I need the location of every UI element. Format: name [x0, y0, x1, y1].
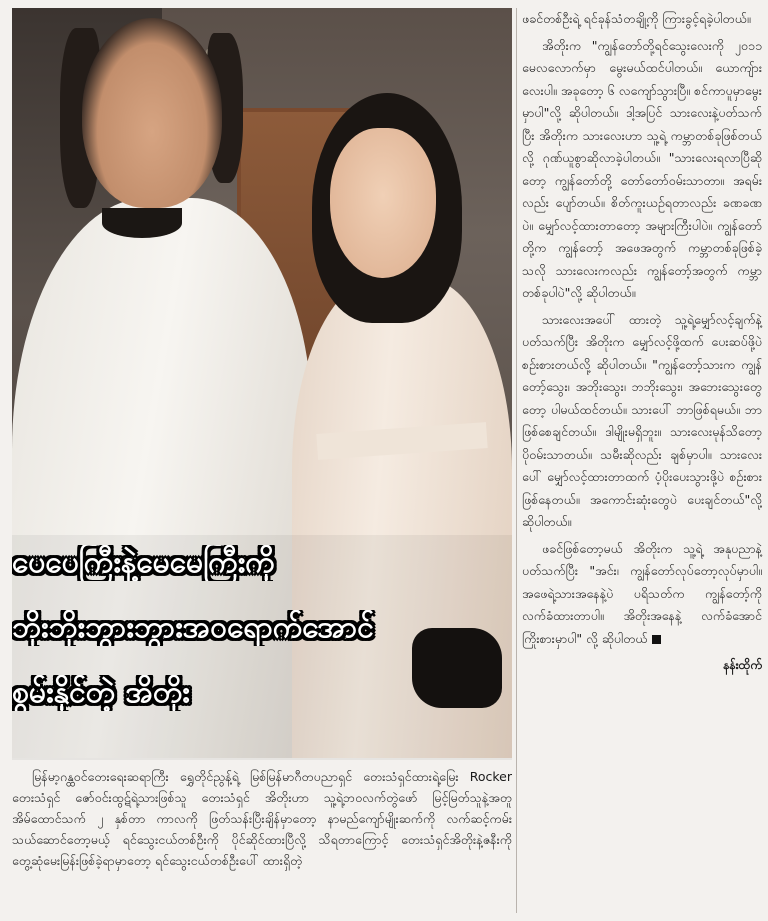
headline-line-2: ဘိုးဘိုးဘွားဘွားအဝရောက်အောင် — [12, 610, 374, 645]
column-divider — [516, 8, 517, 913]
paragraph: ဖခင်တစ်ဦးရဲ့ ရင်ခုန်သံတချို့ကို ကြားခွင့်ရခဲ့ပါတယ်။ — [522, 11, 751, 26]
intro-paragraph: မြန်မာ့ဂန္ထဝင်တေးရေးဆရာကြီး ရွှေတိုင်ညွန့်ရဲ့ မြစ်မြန်မာဂီတပညာရှင် တေးသံရှင်ထားရဲ့မြေး Rocker တေးသံရှင် ဇော်ဝင်းထွဋ်ရဲ့သားဖြစ်သူ တေးသံရှင် အိတိုးဟာ သူ့ရဲ့ဘဝလက်တွဲဖော် မြင့်မြတ်သူနဲ့အတူ အိမ်ထောင်သက် ၂ နှစ်တာ ကာလကို ဖြတ်သန်းပြီးချိန်မှာတော့ နာမည်ကျော်မျိုးဆက်ကို လက်ဆင့်ကမ်း သယ်ဆောင်တော့မယ့် ရင်သွေးငယ်တစ်ဦးကို ပိုင်ဆိုင်ထားပြီလို့ သိရတာကြောင့် တေးသံရှင်အိတိုးနဲ့ဇနီးကို တွေ့ဆုံမေးမြန်းဖြစ်ခဲ့ရာမှာတော့ ရင်သွေးငယ်တစ်ဦးပေါ် ထားရှိတဲ့ — [12, 769, 512, 868]
paragraph: သားလေးအပေါ် ထားတဲ့ သူ့ရဲ့မျှော်လင့်ချက်နဲ့ပတ်သက်ပြီး အိတိုးက မျှော်လင့်ဖို့ထက် ပေးဆပ်ဖို့ပဲ စဉ်းစားတယ်လို့ ဆိုပါတယ်။ "ကျွန်တော့်သားက ကျွန်တော့်သွေး၊ အဘိုးသွေး၊ ဘဘိုးသွေး၊ အဘေးသွေးတွေတော့ ပါမယ်ထင်တယ်။ သားပေါ် ဘာဖြစ်ရမယ်။ ဘာဖြစ်စေချင်တယ်။ ဒါမျိုးမရှိဘူး။ သားလေးမုန်သိတော့ ပိုဝမ်းသာတယ်။ သမီးဆိုလည်း ချစ်မှာပါ။ သားလေးပေါ် မျှော်လင့်ထားတာထက် ပံ့ပိုးပေးသွားဖို့ပဲ စဉ်းစားဖြစ်နေတယ်။ အကောင်းဆုံးတွေပဲ ပေးချင်တယ်"လို့ ဆိုပါတယ်။ — [522, 311, 762, 529]
paragraph-text: ဖခင်ဖြစ်တော့မယ် အိတိုးက သူ့ရဲ့ အနုပညာနဲ့ပတ်သက်ပြီး "အင်း၊ ကျွန်တော်လုပ်တော့လုပ်မှာပါ။ အဖေရဲ့သားအနေနဲ့ပဲ ပရိသတ်က ကျွန်တော့်ကို လက်ခံထားတာပါ။ အိတိုးအနေနဲ့ လက်ခံအောင် ကြိုးစားမှာပါ" လို့ ဆိုပါတယ် — [522, 540, 762, 646]
headline-line-3-prefix: စွမ်းနိုင်တဲ့ — [12, 675, 126, 710]
photo-man-collar — [102, 208, 182, 238]
photo-woman-face — [330, 128, 436, 278]
headline-line-3 — [12, 675, 502, 711]
paragraph — [522, 538, 762, 651]
headline-line-1: ပေပေကြီးနဲ့မေမေကြီးကို — [12, 545, 275, 580]
byline: နန်းထိုက် — [723, 658, 762, 672]
end-mark-icon — [652, 635, 661, 644]
right-column — [522, 8, 762, 913]
headline-name: အိတိုး — [125, 675, 190, 710]
paragraph: အိတိုးက "ကျွန်တော်တို့ရင်သွေးလေးကို ၂၀၁၁ မေလလောက်မှာ မွေးမယ်ထင်ပါတယ်။ ယောကျ်ားလေးပါ။ အခုတော့ ၆ လကျော်သွားပြီ။ စင်ကာပူမှာမွေးမှာပါ"လို့ ဆိုပါတယ်။ ဒါ့အပြင် သားလေးနဲ့ပတ်သက်ပြီး အိတိုးက သားလေးဟာ သူ့ရဲ့ ကမ္ဘာတစ်ခုဖြစ်တယ်လို့ ဂုဏ်ယူစွာဆိုလာခဲ့ပါတယ်။ "သားလေးရလာပြီဆိုတော့ ကျွန်တော်တို့ တော်တော်ဝမ်းသာတာ။ အရမ်းလည်း ပျော်တယ်။ စိတ်ကူးယဉ်ရတာလည်း ခဏခဏပဲ။ မျှော်လင့်ထားတာတော့ အများကြီးပါပဲ။ ကျွန်တော်တို့က ကျွန်တော့် အဖေအတွက် ကမ္ဘာတစ်ခုဖြစ်ခဲ့သလို သားလေးကလည်း ကျွန်တော့်အတွက် ကမ္ဘာတစ်ခုပါပဲ"လို့ ဆိုပါတယ်။ — [522, 37, 762, 300]
photo-man-face — [82, 18, 222, 208]
